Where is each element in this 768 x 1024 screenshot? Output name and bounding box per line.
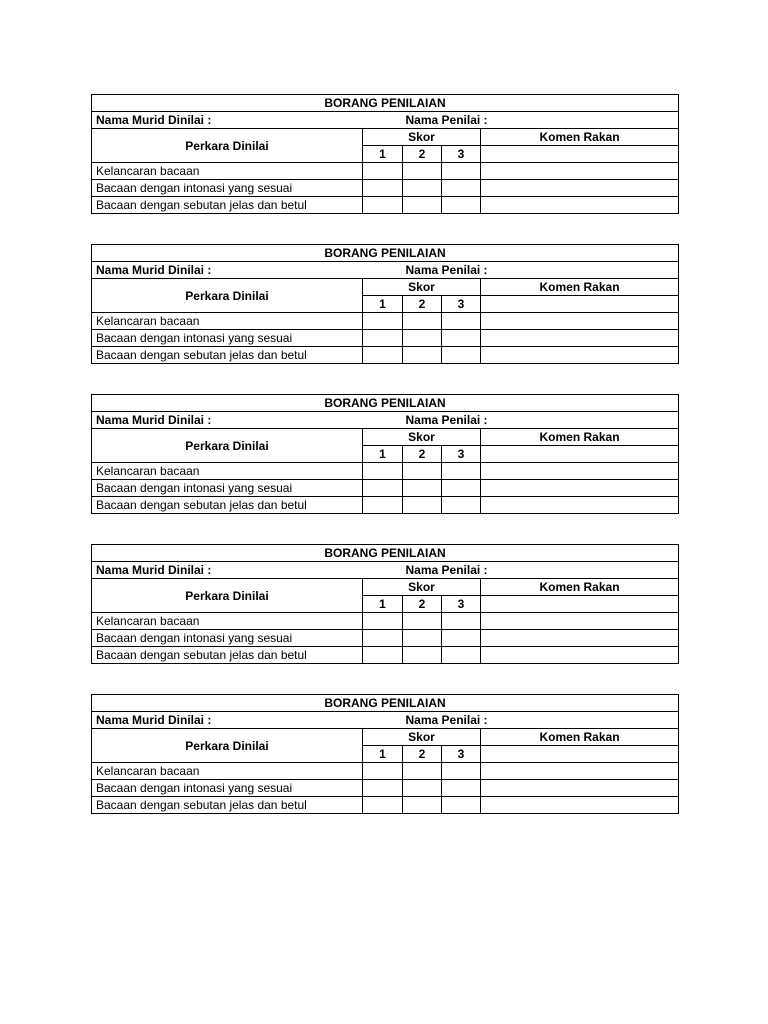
- score-cell-3[interactable]: [442, 630, 481, 647]
- criteria-header: Perkara Dinilai: [92, 279, 363, 313]
- comment-header: Komen Rakan: [481, 129, 679, 146]
- comment-header-blank: [481, 596, 679, 613]
- comment-header: Komen Rakan: [481, 279, 679, 296]
- criteria-row: [92, 647, 679, 664]
- criteria-label: Bacaan dengan sebutan jelas dan betul: [92, 647, 363, 664]
- score-column-2: 2: [403, 596, 442, 613]
- score-cell-2[interactable]: [403, 613, 442, 630]
- score-column-1: 1: [363, 446, 403, 463]
- names-row: [92, 262, 679, 279]
- score-cell-3[interactable]: [442, 647, 481, 664]
- score-cell-2[interactable]: [403, 330, 442, 347]
- form-title: BORANG PENILAIAN: [92, 245, 679, 262]
- criteria-row: [92, 497, 679, 514]
- comment-cell[interactable]: [481, 163, 679, 180]
- comment-header-blank: [481, 746, 679, 763]
- criteria-row: [92, 630, 679, 647]
- assessment-form-5: [91, 694, 679, 814]
- assessor-name-label: Nama Penilai :: [363, 112, 679, 129]
- score-column-1: 1: [363, 296, 403, 313]
- names-row: [92, 562, 679, 579]
- score-cell-2[interactable]: [403, 647, 442, 664]
- score-cell-2[interactable]: [403, 163, 442, 180]
- form-title-row: [92, 695, 679, 712]
- criteria-header: Perkara Dinilai: [92, 729, 363, 763]
- score-column-2: 2: [403, 296, 442, 313]
- score-cell-2[interactable]: [403, 497, 442, 514]
- student-name-label: Nama Murid Dinilai :: [92, 712, 363, 729]
- score-cell-3[interactable]: [442, 180, 481, 197]
- score-cell-1[interactable]: [363, 613, 403, 630]
- criteria-row: [92, 763, 679, 780]
- form-title-row: [92, 545, 679, 562]
- assessment-form-2: [91, 244, 679, 364]
- score-cell-1[interactable]: [363, 313, 403, 330]
- criteria-label: Bacaan dengan sebutan jelas dan betul: [92, 497, 363, 514]
- comment-cell[interactable]: [481, 197, 679, 214]
- score-cell-1[interactable]: [363, 330, 403, 347]
- assessment-form-3: [91, 394, 679, 514]
- criteria-row: [92, 480, 679, 497]
- comment-cell[interactable]: [481, 497, 679, 514]
- comment-header-blank: [481, 446, 679, 463]
- criteria-row: [92, 330, 679, 347]
- score-cell-3[interactable]: [442, 163, 481, 180]
- criteria-row: [92, 163, 679, 180]
- assessment-forms: [91, 94, 678, 844]
- comment-header: Komen Rakan: [481, 729, 679, 746]
- criteria-header: Perkara Dinilai: [92, 579, 363, 613]
- comment-cell[interactable]: [481, 330, 679, 347]
- score-cell-1[interactable]: [363, 647, 403, 664]
- score-cell-3[interactable]: [442, 480, 481, 497]
- score-cell-3[interactable]: [442, 780, 481, 797]
- header-row-1: [92, 429, 679, 446]
- criteria-row: [92, 797, 679, 814]
- score-cell-1[interactable]: [363, 180, 403, 197]
- comment-header: Komen Rakan: [481, 429, 679, 446]
- score-cell-2[interactable]: [403, 780, 442, 797]
- header-row-1: [92, 279, 679, 296]
- score-column-2: 2: [403, 146, 442, 163]
- criteria-header: Perkara Dinilai: [92, 129, 363, 163]
- score-cell-1[interactable]: [363, 763, 403, 780]
- criteria-row: [92, 180, 679, 197]
- score-cell-3[interactable]: [442, 330, 481, 347]
- score-column-2: 2: [403, 746, 442, 763]
- header-row-1: [92, 129, 679, 146]
- score-cell-2[interactable]: [403, 313, 442, 330]
- score-cell-2[interactable]: [403, 480, 442, 497]
- criteria-label: Kelancaran bacaan: [92, 463, 363, 480]
- score-cell-2[interactable]: [403, 463, 442, 480]
- assessor-name-label: Nama Penilai :: [363, 412, 679, 429]
- criteria-label: Kelancaran bacaan: [92, 763, 363, 780]
- form-title-row: [92, 395, 679, 412]
- score-cell-1[interactable]: [363, 497, 403, 514]
- criteria-row: [92, 780, 679, 797]
- criteria-label: Bacaan dengan sebutan jelas dan betul: [92, 347, 363, 364]
- comment-cell[interactable]: [481, 347, 679, 364]
- comment-cell[interactable]: [481, 313, 679, 330]
- score-column-2: 2: [403, 446, 442, 463]
- criteria-header: Perkara Dinilai: [92, 429, 363, 463]
- score-cell-3[interactable]: [442, 313, 481, 330]
- form-title-row: [92, 245, 679, 262]
- header-row-1: [92, 729, 679, 746]
- criteria-label: Bacaan dengan sebutan jelas dan betul: [92, 797, 363, 814]
- score-column-3: 3: [442, 146, 481, 163]
- score-cell-3[interactable]: [442, 497, 481, 514]
- score-header: Skor: [363, 129, 481, 146]
- score-cell-2[interactable]: [403, 763, 442, 780]
- score-cell-1[interactable]: [363, 480, 403, 497]
- score-cell-1[interactable]: [363, 797, 403, 814]
- names-row: [92, 412, 679, 429]
- comment-header-blank: [481, 296, 679, 313]
- comment-header: Komen Rakan: [481, 579, 679, 596]
- score-cell-3[interactable]: [442, 347, 481, 364]
- comment-cell[interactable]: [481, 463, 679, 480]
- score-cell-2[interactable]: [403, 630, 442, 647]
- criteria-label: Kelancaran bacaan: [92, 313, 363, 330]
- criteria-row: [92, 347, 679, 364]
- assessment-form-4: [91, 544, 679, 664]
- student-name-label: Nama Murid Dinilai :: [92, 412, 363, 429]
- score-cell-1[interactable]: [363, 630, 403, 647]
- score-cell-3[interactable]: [442, 797, 481, 814]
- criteria-label: Bacaan dengan sebutan jelas dan betul: [92, 197, 363, 214]
- names-row: [92, 712, 679, 729]
- criteria-label: Bacaan dengan intonasi yang sesuai: [92, 780, 363, 797]
- score-column-1: 1: [363, 146, 403, 163]
- comment-cell[interactable]: [481, 797, 679, 814]
- score-cell-1[interactable]: [363, 463, 403, 480]
- criteria-row: [92, 197, 679, 214]
- score-cell-3[interactable]: [442, 463, 481, 480]
- score-column-1: 1: [363, 746, 403, 763]
- score-cell-1[interactable]: [363, 197, 403, 214]
- score-header: Skor: [363, 429, 481, 446]
- criteria-row: [92, 613, 679, 630]
- comment-cell[interactable]: [481, 613, 679, 630]
- assessment-form-1: [91, 94, 679, 214]
- comment-header-blank: [481, 146, 679, 163]
- comment-cell[interactable]: [481, 480, 679, 497]
- score-column-3: 3: [442, 746, 481, 763]
- assessor-name-label: Nama Penilai :: [363, 562, 679, 579]
- score-cell-2[interactable]: [403, 797, 442, 814]
- score-cell-1[interactable]: [363, 347, 403, 364]
- criteria-label: Bacaan dengan intonasi yang sesuai: [92, 480, 363, 497]
- comment-cell[interactable]: [481, 780, 679, 797]
- score-column-3: 3: [442, 296, 481, 313]
- criteria-label: Kelancaran bacaan: [92, 613, 363, 630]
- score-cell-3[interactable]: [442, 197, 481, 214]
- criteria-row: [92, 463, 679, 480]
- comment-cell[interactable]: [481, 647, 679, 664]
- score-header: Skor: [363, 729, 481, 746]
- criteria-label: Bacaan dengan intonasi yang sesuai: [92, 180, 363, 197]
- form-title: BORANG PENILAIAN: [92, 95, 679, 112]
- score-cell-3[interactable]: [442, 613, 481, 630]
- student-name-label: Nama Murid Dinilai :: [92, 562, 363, 579]
- score-cell-1[interactable]: [363, 780, 403, 797]
- header-row-1: [92, 579, 679, 596]
- names-row: [92, 112, 679, 129]
- criteria-label: Bacaan dengan intonasi yang sesuai: [92, 330, 363, 347]
- score-column-3: 3: [442, 446, 481, 463]
- form-title: BORANG PENILAIAN: [92, 695, 679, 712]
- criteria-label: Bacaan dengan intonasi yang sesuai: [92, 630, 363, 647]
- assessor-name-label: Nama Penilai :: [363, 712, 679, 729]
- score-cell-2[interactable]: [403, 180, 442, 197]
- score-column-3: 3: [442, 596, 481, 613]
- comment-cell[interactable]: [481, 630, 679, 647]
- score-column-1: 1: [363, 596, 403, 613]
- score-header: Skor: [363, 279, 481, 296]
- score-cell-2[interactable]: [403, 197, 442, 214]
- student-name-label: Nama Murid Dinilai :: [92, 112, 363, 129]
- student-name-label: Nama Murid Dinilai :: [92, 262, 363, 279]
- form-title: BORANG PENILAIAN: [92, 545, 679, 562]
- criteria-label: Kelancaran bacaan: [92, 163, 363, 180]
- score-cell-2[interactable]: [403, 347, 442, 364]
- assessor-name-label: Nama Penilai :: [363, 262, 679, 279]
- criteria-row: [92, 313, 679, 330]
- form-title: BORANG PENILAIAN: [92, 395, 679, 412]
- form-title-row: [92, 95, 679, 112]
- score-header: Skor: [363, 579, 481, 596]
- comment-cell[interactable]: [481, 180, 679, 197]
- score-cell-3[interactable]: [442, 763, 481, 780]
- score-cell-1[interactable]: [363, 163, 403, 180]
- comment-cell[interactable]: [481, 763, 679, 780]
